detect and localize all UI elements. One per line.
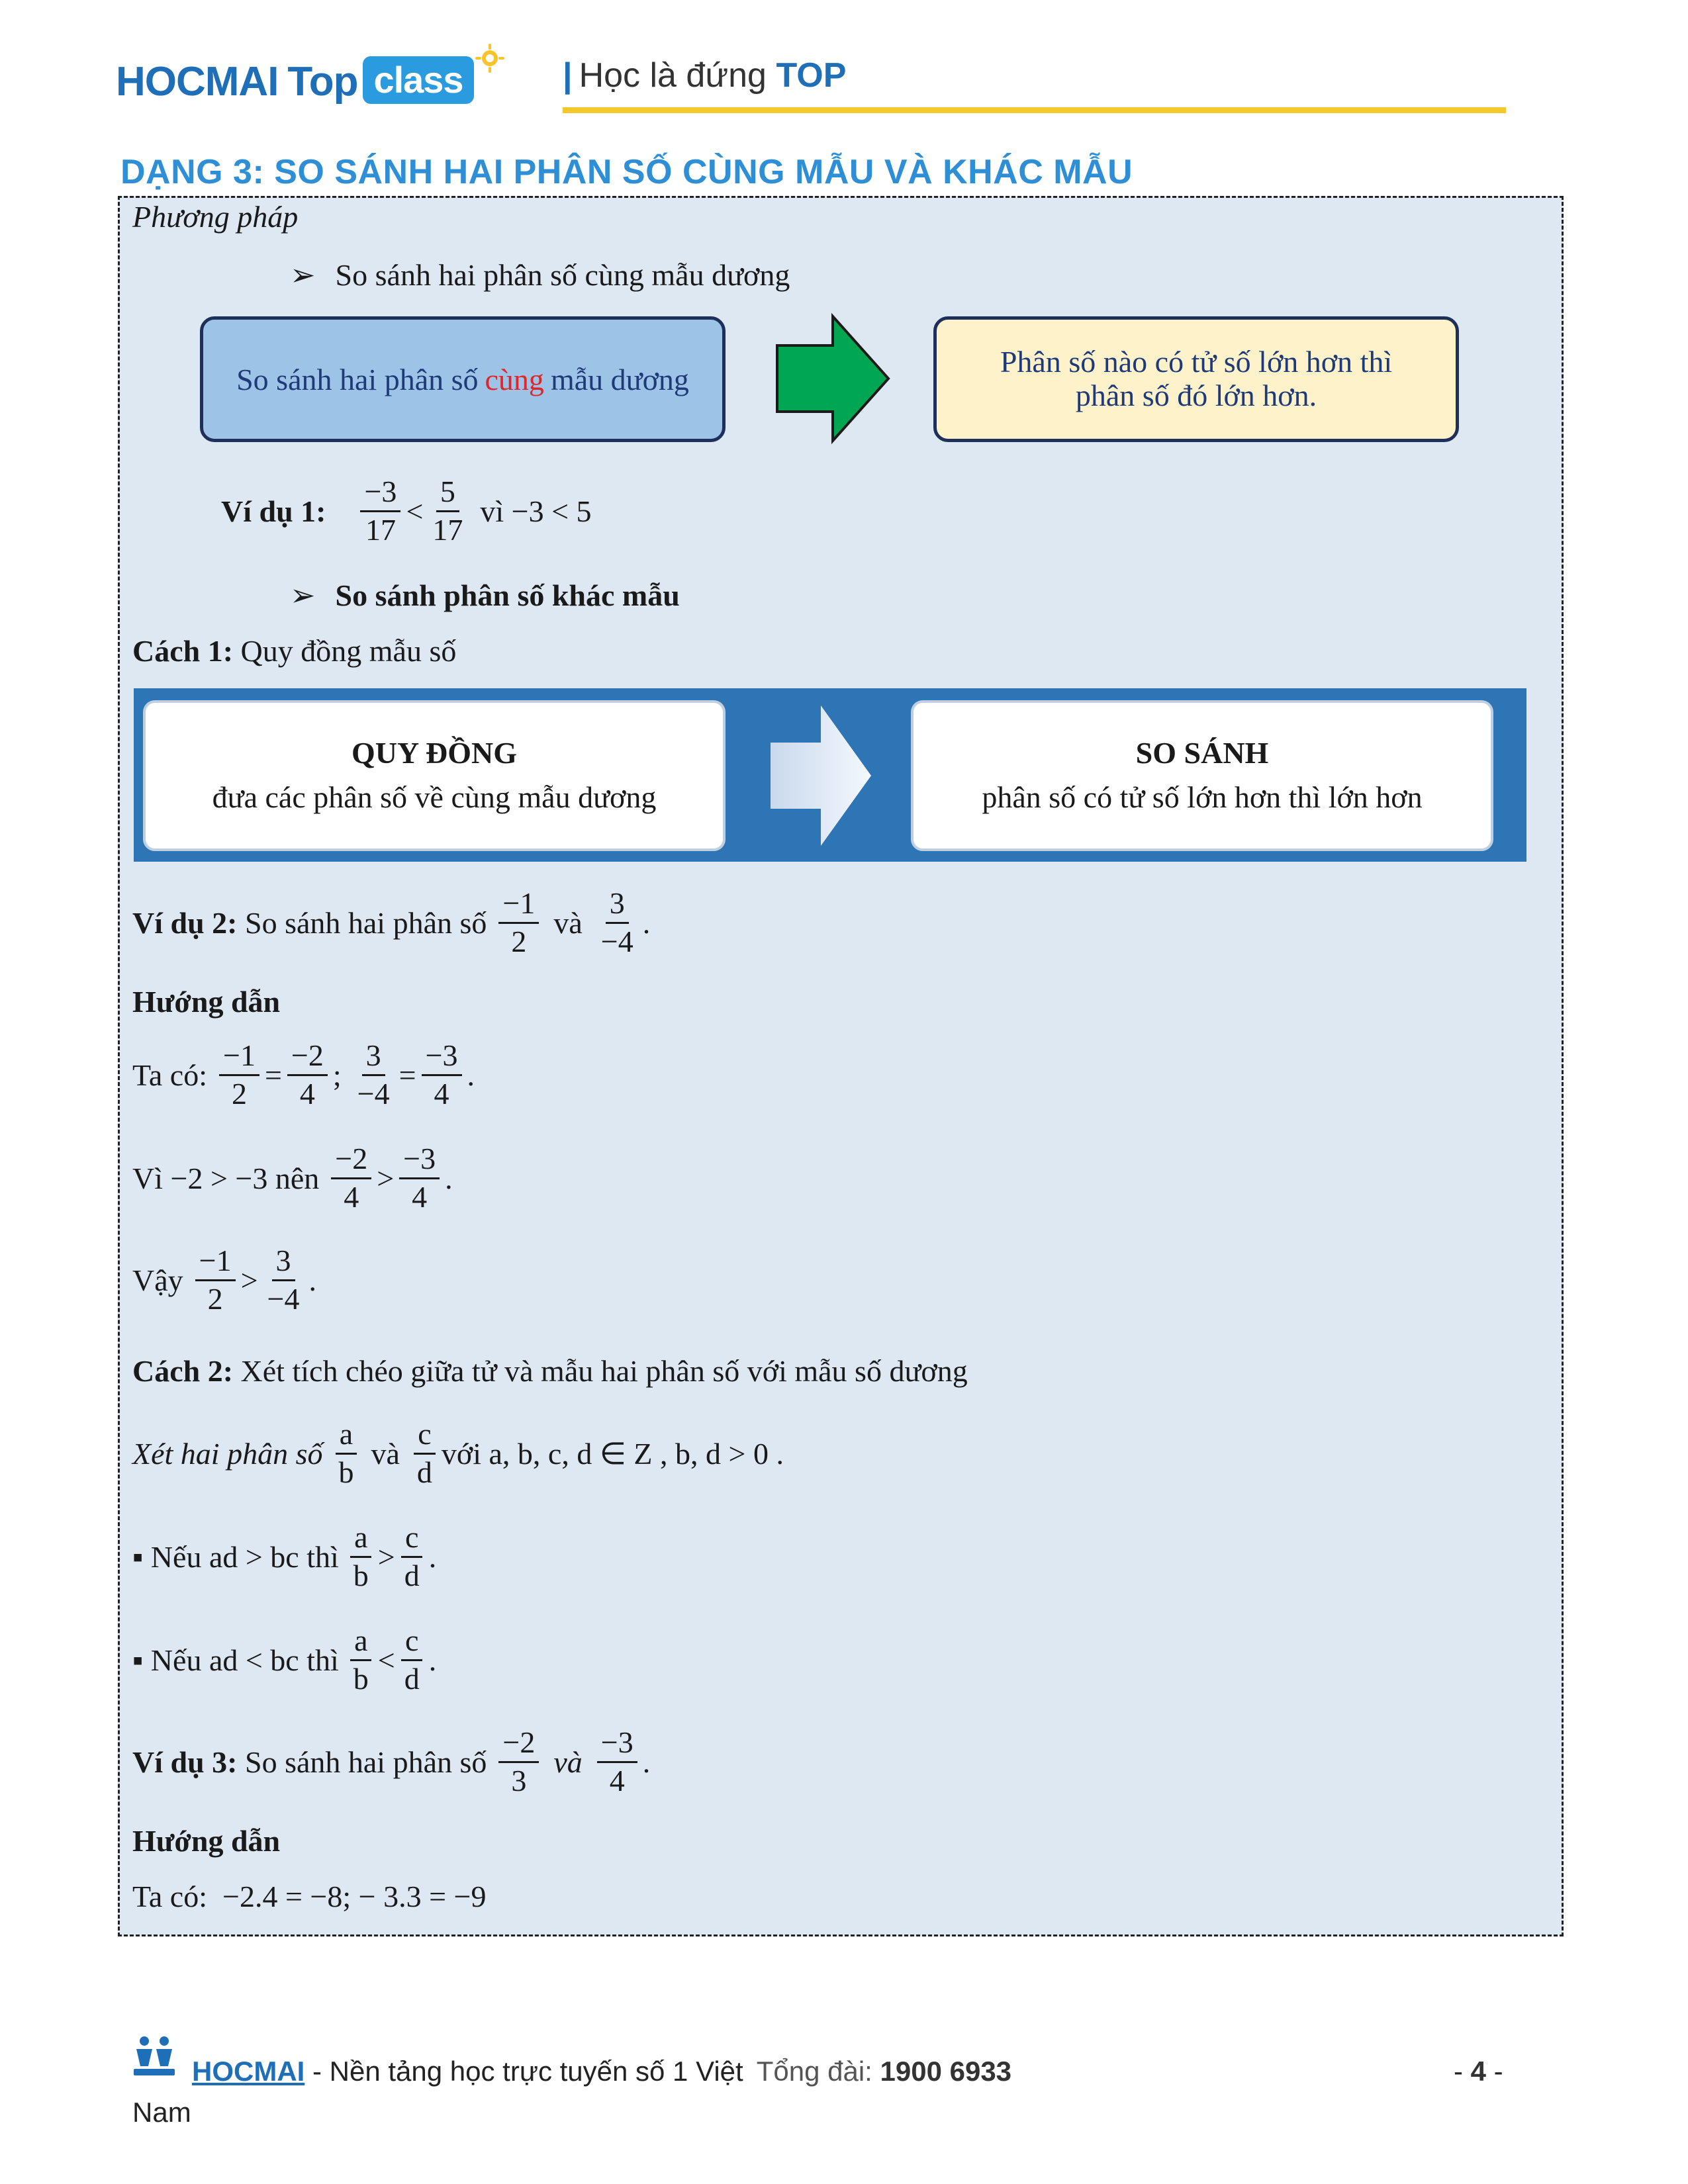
cross-product-setup: Xét hai phân số $\frac{a}{b}$ và $\frac{c}{d}$ với a, b, c, d ∈ Z , b, d > 0 . [132,1417,784,1489]
arrow-bullet-icon: ➢ [290,578,316,612]
fraction: $\frac{-3}{17}$ [360,475,400,547]
arrow-bullet-icon: ➢ [290,258,316,292]
solution-line-ta-co-2: Ta có: −2.4 = −8; − 3.3 = −9 [132,1880,487,1913]
bullet-different-denominator: ➢ So sánh phân số khác mẫu [290,578,680,612]
guide-heading-1: Hướng dẫn [132,985,281,1019]
page-number: - 4 - [1454,2056,1503,2087]
guide-heading-2: Hướng dẫn [132,1824,281,1858]
solution-line-ta-co: Ta có: $\frac{-1}{2}$ = $\frac{-2}{4}$ ; $\frac{3}{-4}$ = $\frac{-3}{4}$ . [132,1038,475,1111]
fraction: $\frac{-3}{4}$ [597,1726,637,1797]
example-3: Ví dụ 3: So sánh hai phân số $\frac{-2}{3}$ và $\frac{-3}{4}$ . [132,1725,651,1797]
sun-icon [475,44,504,73]
right-arrow-icon [768,703,874,848]
example-1: Ví dụ 1: $\frac{-3}{17}$ < $\frac{5}{17}$ vì −3 < 5 [221,475,592,547]
fraction: $\frac{-2}{3}$ [498,1726,539,1797]
bullet-same-denominator: ➢ So sánh hai phân số cùng mẫu dương [290,258,790,292]
solution-line-vi: Vì −2 > −3 nên $\frac{-2}{4}$ > $\frac{-3}{4}$ . [132,1142,453,1214]
right-arrow-icon [773,312,892,445]
example-2: Ví dụ 2: So sánh hai phân số $\frac{-1}{2}$ và $\frac{3}{-4}$ . [132,886,651,958]
flow-box-common-denominator: QUY ĐỒNG đưa các phân số về cùng mẫu dương [143,700,726,851]
header-tagline: | Học là đứng TOP [563,56,847,95]
footer-wrap-text: Nam [132,2097,191,2128]
fraction: $\frac{-1}{2}$ [219,1039,259,1111]
fraction: $\frac{a}{b}$ [334,1418,357,1489]
method-label: Phương pháp [132,200,299,234]
flow-box-rule: Phân số nào có tử số lớn hơn thì phân số đó lớn hơn. [933,316,1459,442]
fraction: $\frac{c}{d}$ [413,1418,436,1489]
fraction: $\frac{-1}{2}$ [498,887,539,958]
hocmai-topclass-logo [116,58,474,107]
rule-greater: ▪ Nếu ad > bc thì $\frac{a}{b}$ > $\frac{c}{d}$ . [132,1520,437,1592]
method-1: Cách 1: Quy đồng mẫu số [132,634,457,668]
hocmai-logo-icon [131,2033,177,2079]
logo-top: Top [287,59,358,105]
footer-text: HOCMAI - Nền tảng học trực tuyến số 1 Việt Tổng đài: 1900 6933 [192,2056,1012,2087]
fraction: $\frac{-2}{4}$ [331,1142,371,1214]
fraction: $\frac{a}{b}$ [350,1624,373,1696]
fraction: $\frac{a}{b}$ [350,1521,373,1592]
section-title: DẠNG 3: SO SÁNH HAI PHÂN SỐ CÙNG MẪU VÀ KHÁC MẪU [120,153,1133,191]
fraction: $\frac{-1}{2}$ [195,1244,236,1316]
header-divider [563,107,1506,113]
fraction: $\frac{c}{d}$ [400,1624,424,1696]
fraction: $\frac{-3}{4}$ [422,1039,462,1111]
fraction: $\frac{-2}{4}$ [287,1039,328,1111]
fraction: $\frac{3}{-4}$ [357,1038,390,1111]
fraction: $\frac{3}{-4}$ [267,1244,300,1316]
fraction: $\frac{-3}{4}$ [399,1142,440,1214]
flow-box-compare: SO SÁNH phân số có tử số lớn hơn thì lớn hơn [911,700,1493,851]
fraction: $\frac{3}{-4}$ [600,886,633,958]
method-2: Cách 2: Xét tích chéo giữa tử và mẫu hai phân số với mẫu số dương [132,1354,968,1388]
flow-box-compare-same: So sánh hai phân số cùng mẫu dương [200,316,726,442]
fraction: $\frac{5}{17}$ [432,475,463,547]
logo-brand: HOCMAI [116,59,279,105]
solution-line-vay: Vậy $\frac{-1}{2}$ > $\frac{3}{-4}$ . [132,1244,316,1316]
logo-class: class [363,56,473,104]
footer-brand-link[interactable]: HOCMAI [192,2056,305,2087]
rule-less: ▪ Nếu ad < bc thì $\frac{a}{b}$ < $\frac{c}{d}$ . [132,1623,437,1696]
fraction: $\frac{c}{d}$ [400,1521,424,1592]
